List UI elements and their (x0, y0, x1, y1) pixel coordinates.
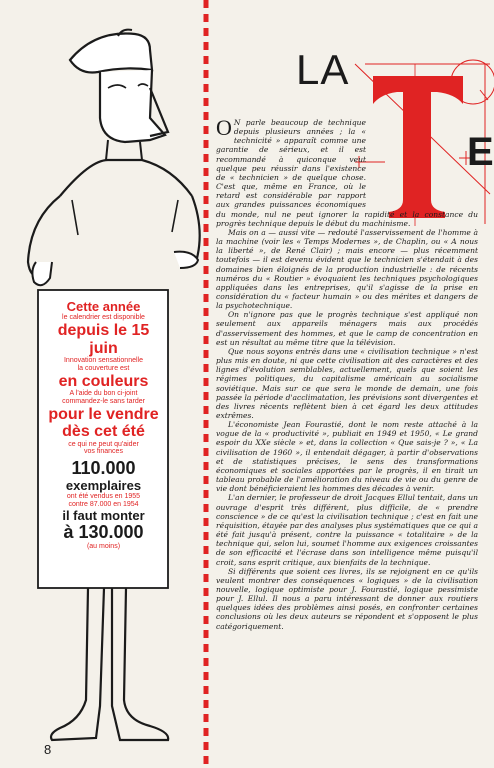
sign-line-3: depuis le 15 juin (57, 321, 150, 357)
article-paragraph-5: L'économiste Jean Fourastié, dont le nom reste attaché à la vogue de la « productivité », publiait en 1949 et 1950, « Le grand espoir du XXe siècle » et, dans la collection « Que sais-je ? », « La civilisation de 1960 », il entendait dégager, à partir d'observations et de statistiques précises, le sens des transformations économiques et sociales apportées par le progrès, il en tirait un tableau probable de l'amélioration du niveau de vie ou du genre de vie dont bénéficieraient les hommes des décades à venir. (216, 420, 478, 494)
sign-line-8: commandez-le sans tarder (62, 397, 145, 405)
sign-line-1: Cette année (66, 299, 141, 314)
article-paragraph-4: Que nous soyons entrés dans une « civilisation technique » n'est plus mis en doute, ni que cette civilisation ait des caractères et des lignes d'évolution semblables, actuellement, quels que soient les régimes politiques, du capitalisme américain au socialisme soviétique. Mais sur ce que sera le monde de demain, une fois passée la période d'acclimatation, les prévisions sont divergentes et des livres récents reflètent bien à cet égard les deux attitudes extrêmes. (216, 346, 478, 420)
paragraph-1-text: N parle beaucoup de technique depuis plusieurs années ; la « technicité » apparaît comme une garantie de sérieux, et il est recommandé à quiconque veut quelque peu réussir dans l'existence de « technicien » de quelque chose. C'est que, même en France, où le retard est considérable par rapport aux grandes puissances économiques du monde, nul ne peut ignorer la rapidité et la constance du progrès technique depuis le début du machinisme. (216, 118, 478, 228)
sign-line-16: contre 87.000 en 1954 (68, 500, 139, 508)
sign-line-4: Innovation sensationnelle (63, 357, 143, 365)
sign-line-11: ce qui ne peut qu'aider (68, 440, 139, 448)
sign-line-10: dès cet été (62, 423, 145, 441)
article-column (216, 115, 478, 631)
sign-line-17: il faut monter (62, 507, 145, 523)
article-paragraph-7: Si différents que soient ces livres, ils se rejoignent en ce qu'ils veulent montrer des conséquences « logiques » de la civilisation nouvelle, logique optimiste pour J. Fourastié, logique pessimiste pour J. Ellul. Il nous a paru intéressant de donner aux routiers quelques idées des problèmes ainsi posés, en confronter certaines conclusions où les deux auteurs se répondent et s'opposent le plus catégoriquement. (216, 566, 478, 631)
red-dashed-divider (203, 0, 209, 768)
sign-line-9: pour le vendre (48, 405, 159, 423)
headline-la: LA (296, 46, 350, 93)
page-number: 8 (44, 742, 52, 757)
article-paragraph-3: On n'ignore pas que le progrès technique s'est appliqué non seulement aux appareils ménagers mais aux procédés d'asservissement des hommes, et que le camp de concentration en est un résultat au même titre que la télévision. (216, 310, 478, 347)
sign-line-6: en couleurs (58, 372, 149, 390)
sign-line-14: exemplaires (65, 477, 142, 493)
sign-line-15: ont été vendus en 1955 (66, 493, 141, 501)
advertisement-sign (42, 300, 165, 550)
drop-cap: O (216, 115, 232, 140)
headline-tail-letter: E (467, 130, 494, 174)
article-paragraph-6: L'an dernier, le professeur de droit Jacques Ellul tentait, dans un ouvrage d'esprit très différent, plus difficile, de « prendre conscience » de ce qu'est la civilisation technique ; c'est en fait une réquisition, étayée par des analyses plus systématiques que ce qui a été fait jusqu'à présent, contre la puissance « totalitaire » de la technique qui, selon lui, soumet l'homme aux exigences croissantes de son efficacité et l'écrase dans son intelligence même puisqu'il croit, sans esprit critique, aux bienfaits de la technique. (216, 493, 478, 567)
big-t-letter: T (420, 184, 422, 185)
sign-line-5: la couverture est (77, 364, 130, 372)
headline-wrap-space (370, 118, 478, 206)
article-paragraph-2: Mais on a — aussi vite — redouté l'asservissement de l'homme à la machine (voir les « Temps Modernes », de Chaplin, ou « A nous la liberté », de René Clair) ; mais encore — plus récemment toutefois — il est devenu évident que le technicien s'étendait à des domaines bien éloignés de la production industrielle : de récents numéros du « Routier » évoquaient les techniques psychologiques appliquées dans les entreprises, qu'il s'agisse de la prise en considération du « facteur humain » ou des mérites et dangers de la psychotechnique. (216, 227, 478, 311)
sign-line-13: 110.000 (71, 458, 136, 479)
sign-line-12: vos finances (84, 448, 123, 456)
sign-line-2: le calendrier est disponible (62, 314, 145, 322)
sign-line-19: (au moins) (86, 542, 121, 550)
sign-line-7: A l'aide du bon ci-joint (69, 390, 138, 398)
sign-line-18: à 130.000 (63, 521, 144, 542)
